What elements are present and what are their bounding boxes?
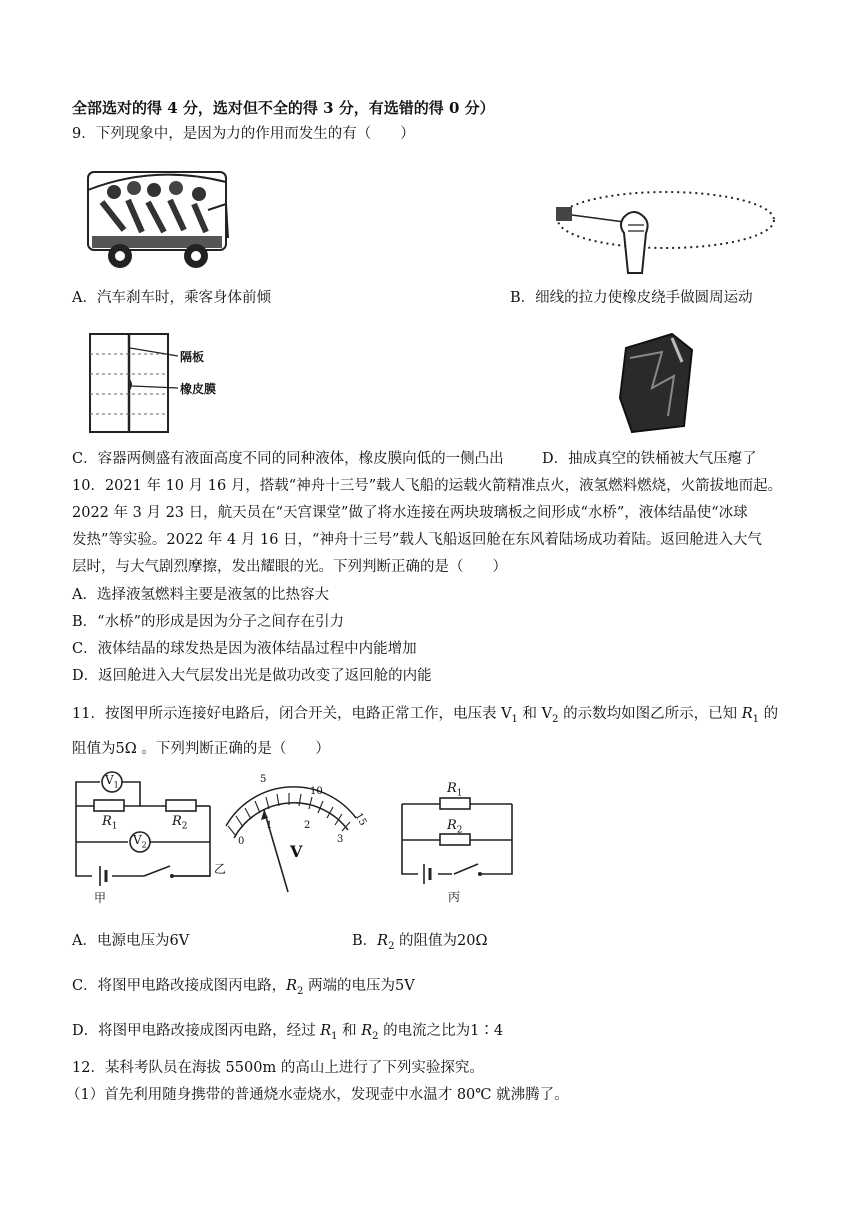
q10-option-d: D．返回舱进入大气层发出光是做功改变了返回舱的内能 <box>72 668 432 684</box>
q10-option-b: B．“水桥”的形成是因为分子之间存在引力 <box>72 614 344 630</box>
jia-r1-label: $R_1$ <box>102 814 118 832</box>
dial-bottom-tick-1: 1 <box>266 820 273 831</box>
dial-top-tick-10: 10 <box>310 786 323 797</box>
jia-r2-label: $R_2$ <box>172 814 188 832</box>
bing-r2-label: $R_2$ <box>447 818 463 836</box>
crushed-bucket-figure <box>612 328 702 440</box>
scoring-note: 全部选对的得 4 分，选对但不全的得 3 分，有选错的得 0 分） <box>72 99 495 117</box>
q10-line-3: 发热”等实验。2022 年 4 月 16 日，“神舟十三号”载人飞船返回舱在东风着陆场成功着陆。返回舱进入大气 <box>72 532 762 548</box>
q10-line-2: 2022 年 3 月 23 日，航天员在“天宫课堂”做了将水连接在两块玻璃板之间形成“水桥”，液体结晶使“冰球 <box>72 505 748 521</box>
q9-option-a: A．汽车刹车时，乘客身体前倾 <box>72 290 271 306</box>
r1-symbol: R <box>741 706 753 722</box>
dial-bottom-tick-2: 2 <box>304 820 311 831</box>
q10-option-c: C．液体结晶的球发热是因为液体结晶过程中内能增加 <box>72 641 417 657</box>
q10-line-4: 层时，与大气剧烈摩擦，发出耀眼的光。下列判断正确的是（ ） <box>72 559 507 575</box>
q9-option-c: C．容器两侧盛有液面高度不同的同种液体，橡皮膜向低的一侧凸出 <box>72 451 504 467</box>
q10-line-1: 10．2021 年 10 月 16 月，搭载“神舟十三号”载人飞船的运载火箭精准点火，液氢燃料燃烧，火箭拔地而起。 <box>72 478 783 494</box>
jia-v2-label: $V_2$ <box>133 833 147 850</box>
q9-option-b: B．细线的拉力使橡皮绕手做圆周运动 <box>510 290 753 306</box>
v1-subscript: 1 <box>511 713 518 725</box>
q11-stem-line-2: 阻值为5Ω 。下列判断正确的是（ ） <box>72 741 330 757</box>
jia-v1-label: $V_1$ <box>105 773 119 790</box>
dial-unit: V <box>290 842 303 861</box>
q12-stem: 12．某科考队员在海拔 5500m 的高山上进行了下列实验探究。 <box>72 1060 484 1076</box>
dial-top-tick-5: 5 <box>260 774 267 785</box>
r1-subscript: 1 <box>752 713 760 725</box>
dial-bottom-tick-0: 0 <box>238 836 245 847</box>
q11-stem-part-b: 的示数均如图乙所示，已知 <box>558 706 742 722</box>
v1-symbol: V <box>501 706 512 722</box>
q11-option-c: C．将图甲电路改接成图丙电路，$R_2$ 两端的电压为5V <box>72 978 415 997</box>
q9-stem: 9．下列现象中，是因为力的作用而发生的有（ ） <box>72 126 415 142</box>
eraser-circular-motion-figure <box>548 175 778 275</box>
q11-option-d: D．将图甲电路改接成图丙电路，经过 $R_1$ 和 $R_2$ 的电流之比为1∶4 <box>72 1023 504 1042</box>
bus-braking-figure <box>84 160 234 275</box>
plate-label: 隔板 <box>180 350 205 364</box>
q11-option-a: A．电源电压为6V <box>72 933 190 949</box>
yi-caption: 乙 <box>214 862 227 876</box>
q10-option-a: A．选择液氢燃料主要是液氢的比热容大 <box>72 587 329 603</box>
q9-option-d: D．抽成真空的铁桶被大气压瘪了 <box>542 451 757 467</box>
q11-stem-part-c: 的 <box>759 706 779 722</box>
v2-subscript: 2 <box>552 713 559 725</box>
q11-stem-part-a: 11．按图甲所示连接好电路后，闭合开关，电路正常工作，电压表 <box>72 706 502 722</box>
jia-caption: 甲 <box>94 891 107 905</box>
voltmeter-dial-figure <box>212 764 369 894</box>
circuit-bing-figure <box>392 778 522 910</box>
q11-option-b: B．$R_2$ 的阻值为20Ω <box>352 933 488 952</box>
membrane-label: 橡皮膜 <box>180 382 217 396</box>
v2-symbol: V <box>541 706 553 722</box>
bing-r1-label: $R_1$ <box>447 781 463 799</box>
dial-top-tick-15: 15 <box>352 811 369 828</box>
q11-stem-line-1 <box>72 704 778 730</box>
q11-and: 和 <box>517 706 542 722</box>
q12-part-1: （1）首先利用随身携带的普通烧水壶烧水，发现壶中水温才 80℃ 就沸腾了。 <box>66 1087 569 1103</box>
bing-caption: 丙 <box>448 890 461 904</box>
dial-bottom-tick-3: 3 <box>337 834 344 845</box>
partition-container-figure <box>84 328 254 440</box>
